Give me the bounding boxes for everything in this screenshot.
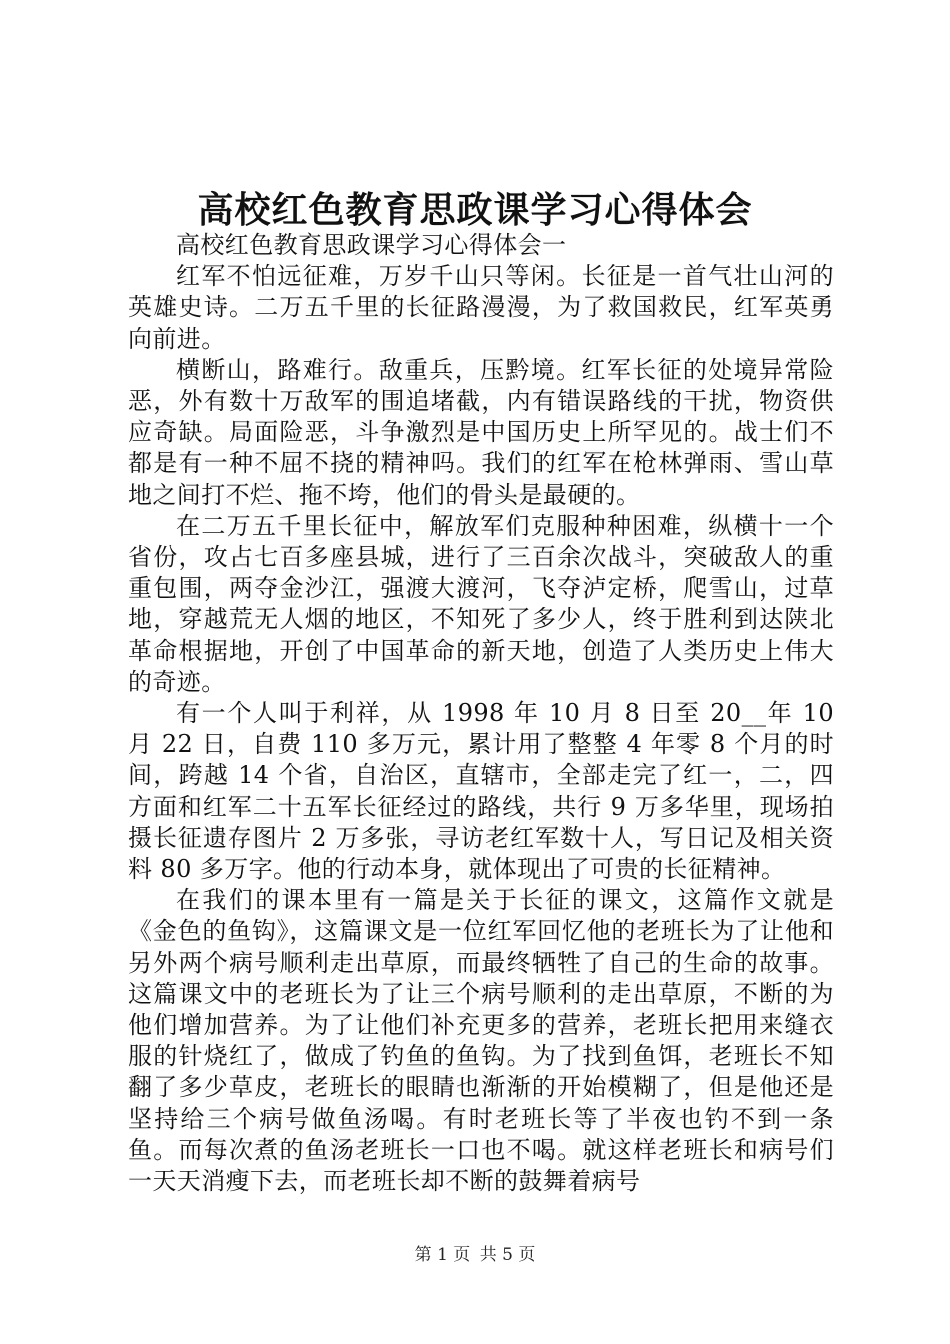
document-body <box>128 230 834 1197</box>
page-total: 共 5 页 <box>479 1245 536 1265</box>
body-paragraph: 在我们的课本里有一篇是关于长征的课文，这篇作文就是《金色的鱼钩》，这篇课文是一位红军回忆他的老班长为了让他和另外两个病号顺利走出草原，而最终牺牲了自己的生命的故事。这篇课文中的老班长为了让三个病号顺利的走出草原，不断的为他们增加营养。为了让他们补充更多的营养，老班长把用来缝衣服的针烧红了，做成了钓鱼的鱼钩。为了找到鱼饵，老班长不知翻了多少草皮，老班长的眼睛也渐渐的开始模糊了，但是他还是坚持给三个病号做鱼汤喝。有时老班长等了半夜也钓不到一条鱼。而每次煮的鱼汤老班长一口也不喝。就这样老班长和病号们一天天消瘦下去，而老班长却不断的鼓舞着病号 <box>128 886 834 1196</box>
body-paragraph: 在二万五千里长征中，解放军们克服种种困难，纵横十一个省份，攻占七百多座县城，进行了三百余次战斗，突破敌人的重重包围，两夺金沙江，强渡大渡河，飞夺泸定桥，爬雪山，过草地，穿越荒无人烟的地区，不知死了多少人，终于胜利到达陕北革命根据地，开创了中国革命的新天地，创造了人类历史上伟大的奇迹。 <box>128 511 834 696</box>
body-paragraph: 红军不怕远征难，万岁千山只等闲。长征是一首气壮山河的英雄史诗。二万五千里的长征路漫漫，为了救国救民，红军英勇向前进。 <box>128 262 834 353</box>
body-paragraph: 有一个人叫于利祥，从 1998 年 10 月 8 日至 20__年 10 月 22 日，自费 110 多万元，累计用了整整 4 年零 8 个月的时间，跨越 14 个省，自治区，直辖市，全部走完了红一，二，四方面和红军二十五军长征经过的路线，共行 9 万多华里，现场拍摄长征遗存图片 2 万多张，寻访老红军数十人，写日记及相关资料 80 多万字。他的行动本身，就体现出了可贵的长征精神。 <box>128 699 834 884</box>
body-paragraph: 横断山，路难行。敌重兵，压黔境。红军长征的处境异常险恶，外有数十万敌军的围追堵截，内有错误路线的干扰，物资供应奇缺。局面险恶，斗争激烈是中国历史上所罕见的。战士们不都是有一种不屈不挠的精神吗。我们的红军在枪林弹雨、雪山草地之间打不烂、拖不垮，他们的骨头是最硬的。 <box>128 355 834 509</box>
page-number: 第 1 页 <box>414 1245 471 1265</box>
document-title: 高校红色教育思政课学习心得体会 <box>197 189 753 231</box>
page-footer <box>0 1244 950 1266</box>
subtitle-paragraph: 高校红色教育思政课学习心得体会一 <box>176 231 567 259</box>
